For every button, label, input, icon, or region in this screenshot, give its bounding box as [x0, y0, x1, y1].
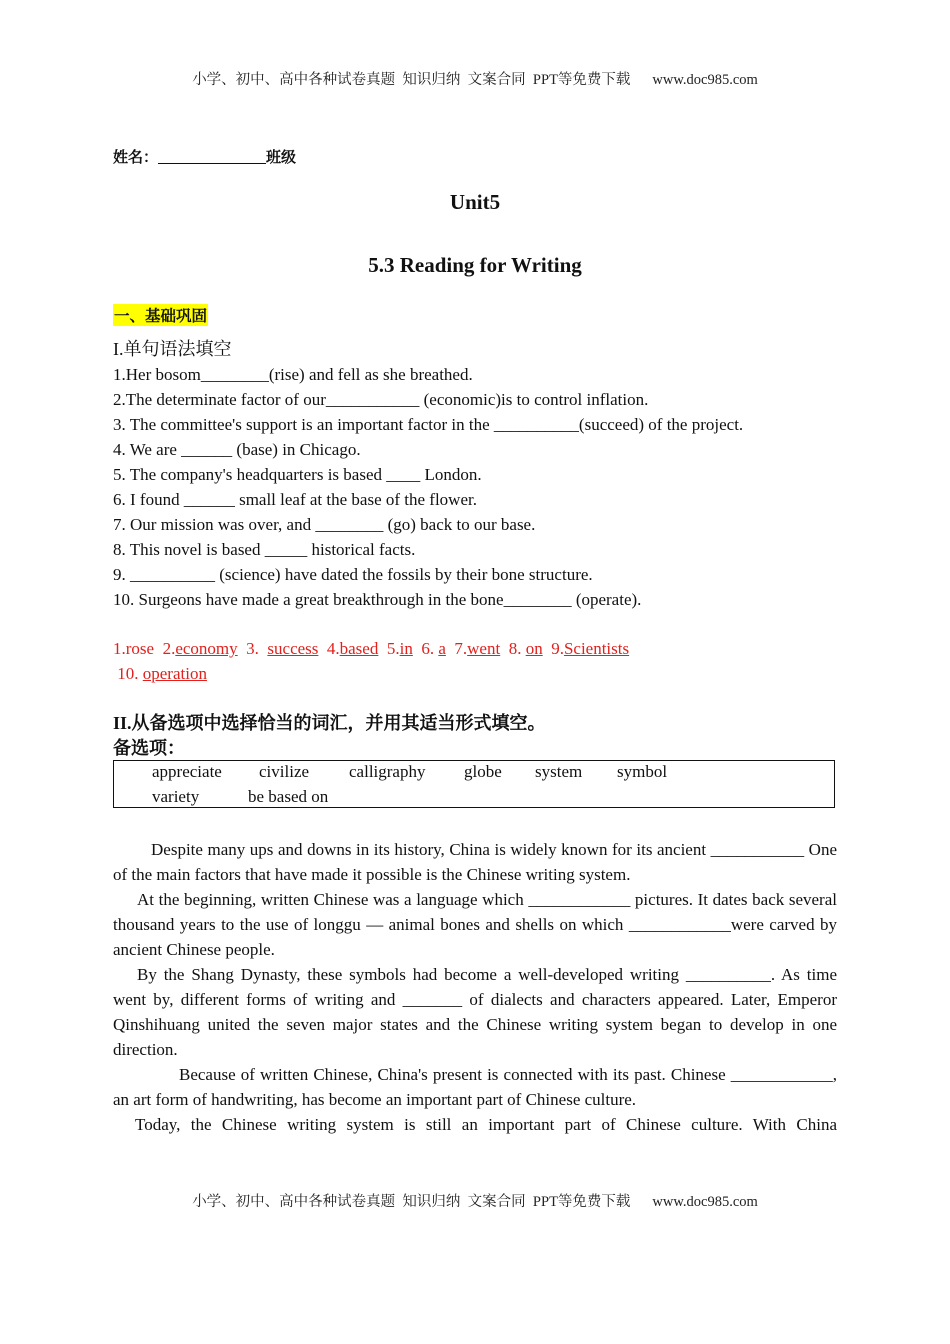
- answer-1: rose: [125, 639, 155, 658]
- question-6: 6. I found ______ small leaf at the base of the flower.: [113, 490, 477, 509]
- word-option: calligraphy: [349, 762, 426, 781]
- word-option: be based on: [248, 787, 329, 806]
- answer-7: went: [467, 639, 501, 658]
- answer-3-number: 3.: [246, 639, 259, 658]
- passage-paragraph-4: Because of written Chinese, China's present is connected with its past. Chinese ____________, an art form of handwriting, has become an important part of Chinese culture.: [113, 1065, 837, 1109]
- question-5: 5. The company's headquarters is based ____ London.: [113, 465, 482, 484]
- answer-line-1: [113, 636, 837, 661]
- answer-key: [113, 636, 837, 686]
- answer-6-number: 6.: [421, 639, 435, 658]
- answer-6: a: [438, 639, 446, 658]
- word-option: appreciate: [152, 762, 222, 781]
- passage-paragraph-5: Today, the Chinese writing system is still an important part of Chinese culture. With China: [135, 1115, 837, 1134]
- answer-9: Scientists: [563, 639, 630, 658]
- class-label: 班级: [266, 150, 297, 166]
- word-option: symbol: [617, 762, 668, 781]
- student-info-line: [113, 146, 296, 167]
- answer-10: operation: [142, 664, 207, 683]
- question-1: 1.Her bosom________(rise) and fell as she breathed.: [113, 365, 473, 384]
- answer-3: success: [267, 639, 319, 658]
- footer-text: 小学、初中、高中各种试卷真题 知识归纳 文案合同 PPT等免费下载: [192, 1194, 631, 1210]
- word-bank-row-2: [152, 787, 328, 807]
- word-option: system: [535, 762, 583, 781]
- name-label: 姓名：: [113, 150, 159, 166]
- word-bank-row-1: [152, 762, 667, 782]
- word-option: variety: [152, 787, 200, 806]
- unit-title: Unit5: [449, 190, 501, 214]
- word-option: civilize: [259, 762, 310, 781]
- footer-url[interactable]: www.doc985.com: [652, 1194, 758, 1210]
- answer-4: based: [339, 639, 379, 658]
- answer-5-number: 5.: [386, 639, 400, 658]
- question-4: 4. We are ______ (base) in Chicago.: [113, 440, 361, 459]
- question-8: 8. This novel is based _____ historical facts.: [113, 540, 416, 559]
- word-bank-box: [113, 760, 835, 808]
- answer-8-number: 8.: [508, 639, 522, 658]
- answer-9-number: 9.: [551, 639, 564, 658]
- word-option: globe: [464, 762, 502, 781]
- header-text: 小学、初中、高中各种试卷真题 知识归纳 文案合同 PPT等免费下载: [192, 72, 631, 88]
- part1-grammar-fill: [113, 337, 837, 612]
- question-2: 2.The determinate factor of our___________ (economic)is to control inflation.: [113, 390, 649, 409]
- part1-title: I.单句语法填空: [113, 339, 232, 359]
- answer-line-2: [113, 661, 837, 686]
- answer-2-number: 2.: [162, 639, 176, 658]
- answer-5: in: [399, 639, 413, 658]
- answer-4-number: 4.: [326, 639, 340, 658]
- question-7: 7. Our mission was over, and ________ (go) back to our base.: [113, 515, 536, 534]
- question-3: 3. The committee's support is an important factor in the __________(succeed) of the project.: [113, 415, 744, 434]
- reading-passage: [113, 837, 837, 1137]
- answer-2: economy: [175, 639, 238, 658]
- passage-paragraph-2: At the beginning, written Chinese was a language which ____________ pictures. It dates back several thousand years to the use of longgu — animal bones and shells on which ____________were carved by ancient Chinese people.: [113, 890, 837, 959]
- question-10: 10. Surgeons have made a great breakthrough in the bone________ (operate).: [113, 590, 642, 609]
- header-url[interactable]: www.doc985.com: [652, 72, 758, 88]
- passage-paragraph-3: By the Shang Dynasty, these symbols had become a well-developed writing __________. As time went by, different forms of writing and _______ of dialects and characters appeared. Later, Emperor Qinshihuang united the seven major states and the Chinese writing system began to develop in one direction.: [113, 965, 837, 1059]
- passage-paragraph-1: Despite many ups and downs in its history, China is widely known for its ancient ___________ One of the main factors that have made it possible is the Chinese writing system.: [113, 840, 837, 884]
- page-footer: [0, 1190, 950, 1211]
- lesson-title: 5.3 Reading for Writing: [368, 253, 582, 277]
- section1-heading: 一、基础巩固: [113, 304, 208, 326]
- answer-7-number: 7.: [454, 639, 468, 658]
- page-header: [0, 68, 950, 89]
- answer-10-number: 10.: [117, 664, 139, 683]
- answer-1-number: 1.: [113, 639, 126, 658]
- question-9: 9. __________ (science) have dated the fossils by their bone structure.: [113, 565, 593, 584]
- part2-title: II.从备选项中选择恰当的词汇，并用其适当形式填空。: [113, 713, 546, 733]
- name-blank[interactable]: [158, 149, 266, 164]
- options-label: 备选项：: [113, 738, 185, 758]
- answer-8: on: [525, 639, 543, 658]
